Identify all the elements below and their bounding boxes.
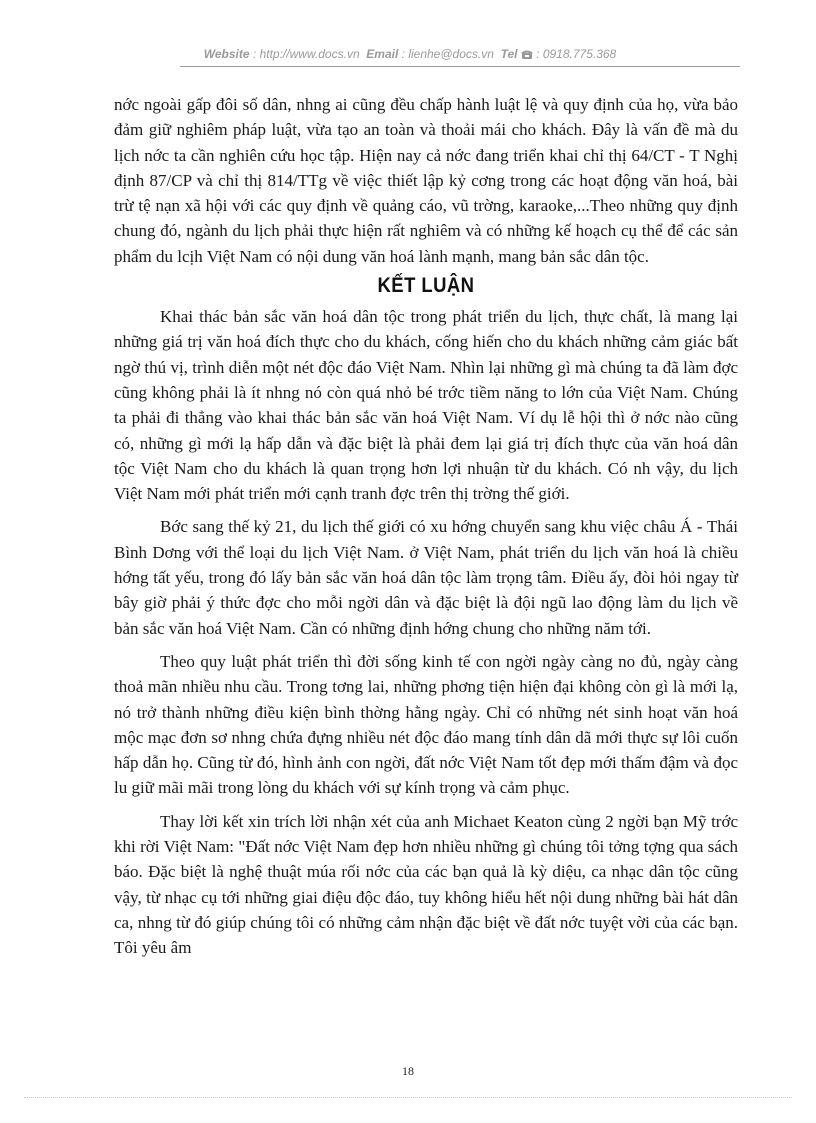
document-body [114,92,738,961]
email-value: : lienhe@docs.vn [401,47,494,61]
phone-icon [521,47,536,61]
tel-value: : 0918.775.368 [536,47,617,61]
header-divider [180,66,740,67]
section-heading: KẾT LUẬN [377,274,475,298]
paragraph-1: nớc ngoài gấp đôi số dân, nhng ai cũng đều chấp hành luật lệ và quy định của họ, vừa bảo đảm giữ nghiêm pháp luật, vừa tạo an toàn và thoải mái cho khách. Đây là vấn đề mà du lịch nớc ta cần nghiên cứu học tập. Hiện nay cả nớc đang triển khai chỉ thị 64/CT - T Nghị định 87/CP và chỉ thị 814/TTg về việc thiết lập kỷ cơng trong các hoạt động văn hoá, bài trừ tệ nạn xã hội với các quy định về quảng cáo, vũ trờng, karaoke,...Theo những quy định chung đó, ngành du lịch phải thực hiện rất nghiêm và có những kế hoạch cụ thể để các sản phẩm du lcịh Việt Nam có nội dung văn hoá lành mạnh, mang bản sắc dân tộc. [114,95,738,266]
page-number: 18 [402,1064,414,1078]
tel-label: Tel [500,47,518,61]
paragraph-2: Khai thác bản sắc văn hoá dân tộc trong phát triển du lịch, thực chất, là mang lại những giá trị văn hoá đích thực cho du khách, cống hiến cho du khách những cảm giác bất ngờ thú vị, trình diễn một nét độc đáo Việt Nam. Nhìn lại những gì mà chúng ta đã làm đợc cũng không phải là ít nhng nó còn quá nhỏ bé trớc tiềm năng to lớn của Việt Nam. Chúng ta phải đi thẳng vào khai thác bản sắc văn hoá Việt Nam. Ví dụ lễ hội thì ở nớc nào cũng có, những gì mới lạ hấp dẫn và đặc biệt là phải đem lại giá trị đích thực của văn hoá dân tộc Việt Nam cho du khách là quan trọng hơn lợi nhuận từ du khách. Có nh vậy, du lịch Việt Nam mới phát triển mới cạnh tranh đợc trên thị trờng thế giới. [114,307,738,504]
page-header [80,47,740,61]
paragraph-5: Thay lời kết xin trích lời nhận xét của anh Michaet Keaton cùng 2 ngời bạn Mỹ trớc khi rời Việt Nam: "Đất nớc Việt Nam đẹp hơn nhiều những gì chúng tôi tởng tợng qua sách báo. Đặc biệt là nghệ thuật múa rối nớc của các bạn quả là kỳ diệu, ca nhạc dân tộc cũng vậy, từ nhạc cụ tới những giai điệu độc đáo, tuy không hiểu hết nội dung những bài hát dân ca, nhng từ đó giúp chúng tôi có những cảm nhận đặc biệt về đất nớc tuyệt vời của các bạn. Tôi yêu âm [114,811,738,958]
website-value: : http://www.docs.vn [252,47,360,61]
email-label: Email [366,47,399,61]
paragraph-3: Bớc sang thế kỷ 21, du lịch thế giới có xu hớng chuyển sang khu việc châu Á - Thái Bình Dơng với thể loại du lịch Việt Nam. ở Việt Nam, phát triển du lịch văn hoá là chiều hớng tất yếu, trong đó lấy bản sắc văn hoá dân tộc làm trọng tâm. Điều ấy, đòi hỏi ngay từ bây giờ phải ý thức đợc cho mỗi ngời dân và đặc biệt là đội ngũ lao động làm du lịch về bản sắc văn hoá Việt Nam. Cần có những định hớng chung cho những năm tới. [114,517,738,638]
footer-divider [24,1097,792,1098]
website-label: Website [203,47,250,61]
paragraph-4: Theo quy luật phát triển thì đời sống kinh tế con ngời ngày càng no đủ, ngày càng thoả mãn nhiều nhu cầu. Trong tơng lai, những phơng tiện hiện đại không còn gì là mới lạ, nó trở thành những điều kiện bình thờng hằng ngày. Chỉ có những nét sinh hoạt văn hoá mộc mạc đơn sơ nhng chứa đựng nhiều nét độc đáo mang tính dân dã mới thực sự lôi cuốn hấp dẫn họ. Cũng từ đó, hình ảnh con ngời, đất nớc Việt Nam tốt đẹp mới thấm đậm và đọc lu giữ mãi mãi trong lòng du khách với sự kính trọng và cảm phục. [114,651,738,798]
